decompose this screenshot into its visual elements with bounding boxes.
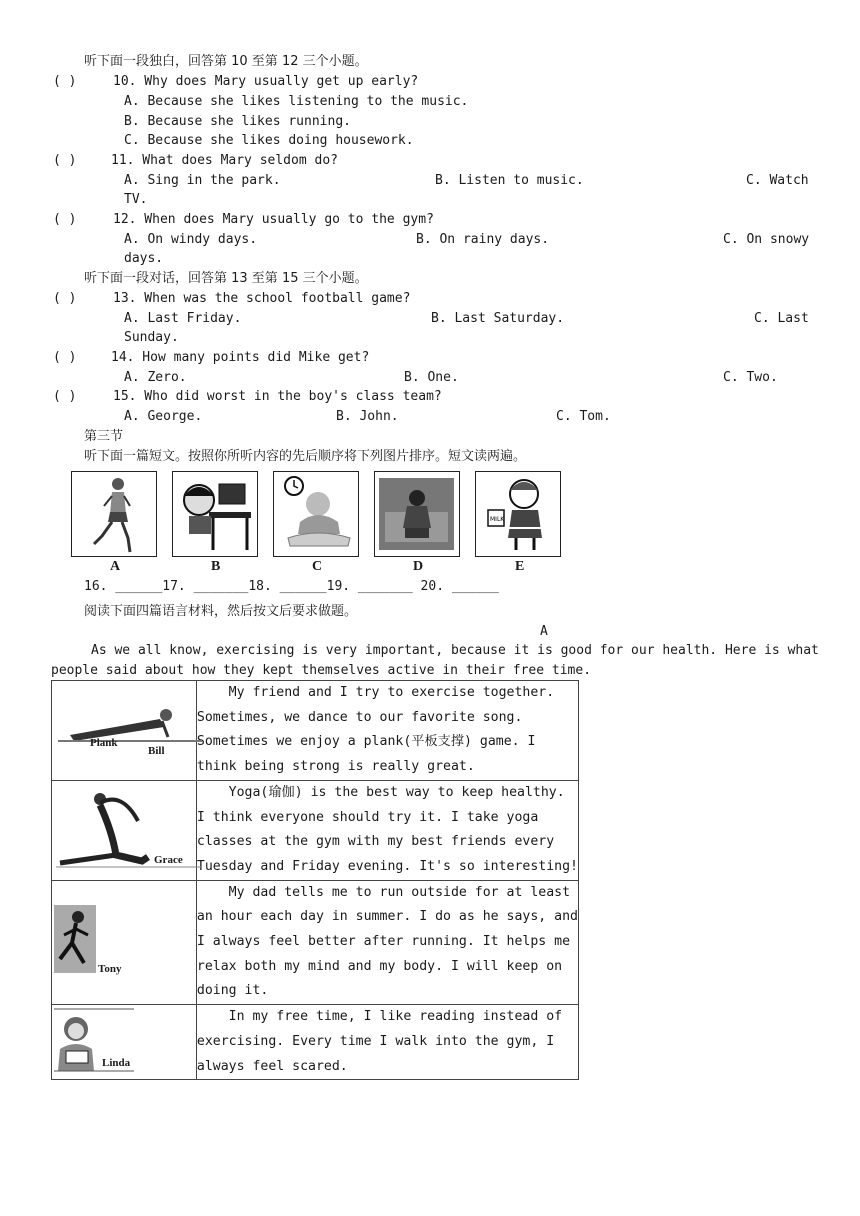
text-line: I always feel better after running. It helps me bbox=[196, 934, 571, 950]
tony-text bbox=[196, 880, 578, 1005]
option-c: C. Two. bbox=[723, 370, 778, 385]
picture-label-a: A bbox=[110, 559, 121, 574]
option-a: A. Zero. bbox=[124, 370, 187, 385]
question-stem: 15. Who did worst in the boy's class team? bbox=[113, 389, 442, 404]
picture-label-e: E bbox=[515, 559, 525, 574]
text-line: Sometimes we enjoy a plank(平板支撑) game. I bbox=[196, 734, 536, 750]
answer-bracket[interactable]: ( ) bbox=[53, 291, 77, 306]
picture-b-computer-boy bbox=[172, 471, 258, 557]
answer-bracket[interactable]: ( ) bbox=[53, 212, 77, 227]
option-a: A. Last Friday. bbox=[124, 311, 242, 326]
table-row-bill bbox=[52, 681, 579, 781]
option-c-wrap: Sunday. bbox=[124, 330, 179, 345]
reading-instruction: 阅读下面四篇语言材料，然后按文后要求做题。 bbox=[84, 604, 358, 619]
text-line: Sometimes, we dance to our favorite song. bbox=[196, 709, 523, 725]
picture-d-woman-on-sofa bbox=[374, 471, 460, 557]
option-b: B. Last Saturday. bbox=[431, 311, 565, 326]
linda-photo bbox=[52, 1005, 197, 1080]
option-a: A. George. bbox=[124, 409, 203, 424]
bill-text bbox=[196, 681, 578, 781]
person-name-bill: Bill bbox=[148, 745, 165, 757]
text-line: My friend and I try to exercise together. bbox=[196, 685, 555, 700]
question-stem: 10. Why does Mary usually get up early? bbox=[113, 74, 419, 89]
question-stem: 12. When does Mary usually go to the gym? bbox=[113, 212, 434, 227]
plank-label: Plank bbox=[90, 737, 118, 749]
option-c: C. Tom. bbox=[556, 409, 611, 424]
text-line: relax both my mind and my body. I will keep on bbox=[196, 958, 563, 974]
text-line: Tuesday and Friday evening. It's so interesting! bbox=[196, 858, 578, 874]
grace-photo bbox=[52, 780, 197, 880]
option-b: B. Because she likes running. bbox=[124, 114, 351, 129]
linda-text bbox=[196, 1005, 578, 1080]
answer-bracket[interactable]: ( ) bbox=[53, 153, 77, 168]
question-stem: 13. When was the school football game? bbox=[113, 291, 411, 306]
people-table bbox=[51, 680, 579, 1080]
option-c: C. Watch bbox=[746, 173, 809, 188]
person-name-linda: Linda bbox=[102, 1057, 131, 1070]
option-b: B. On rainy days. bbox=[416, 232, 550, 247]
answer-bracket[interactable]: ( ) bbox=[53, 350, 77, 365]
person-name-grace: Grace bbox=[154, 853, 183, 866]
question-stem: 14. How many points did Mike get? bbox=[111, 350, 370, 365]
answer-bracket[interactable]: ( ) bbox=[53, 74, 77, 89]
picture-e-girl-with-milk bbox=[475, 471, 561, 557]
option-b: B. One. bbox=[404, 370, 459, 385]
table-row-linda bbox=[52, 1005, 579, 1080]
section-instruction-monologue: 听下面一段独白，回答第 10 至第 12 三个小题。 bbox=[84, 54, 368, 69]
option-a: A. Because she likes listening to the music. bbox=[124, 94, 469, 109]
text-line: I think everyone should try it. I take yoga bbox=[196, 809, 539, 825]
section-instruction-dialogue: 听下面一段对话，回答第 13 至第 15 三个小题。 bbox=[84, 271, 368, 286]
table-row-tony bbox=[52, 880, 579, 1005]
text-line: Yoga(瑜伽) is the best way to keep healthy. bbox=[196, 784, 565, 800]
part-instruction: 听下面一篇短文。按照你所听内容的先后顺序将下列图片排序。短文读两遍。 bbox=[84, 449, 527, 464]
text-line: always feel scared. bbox=[196, 1058, 348, 1074]
bill-photo bbox=[52, 681, 197, 781]
text-line: In my free time, I like reading instead of bbox=[196, 1009, 563, 1025]
answer-blanks-16-20[interactable]: 16. ______17. _______18. ______19. _______ 20. ______ bbox=[84, 579, 499, 594]
tony-photo bbox=[52, 880, 197, 1005]
picture-label-c: C bbox=[312, 559, 323, 574]
table-row-grace bbox=[52, 780, 579, 880]
text-line: classes at the gym with my best friends every bbox=[196, 834, 555, 850]
picture-label-b: B bbox=[211, 559, 221, 574]
text-line: doing it. bbox=[196, 983, 269, 999]
text-line: exercising. Every time I walk into the gym, I bbox=[196, 1033, 555, 1049]
option-a: A. Sing in the park. bbox=[124, 173, 281, 188]
picture-a-running-girl bbox=[71, 471, 157, 557]
option-c-wrap: TV. bbox=[124, 192, 148, 207]
part-title: 第三节 bbox=[84, 429, 124, 444]
picture-label-d: D bbox=[413, 559, 424, 574]
option-c: C. Last bbox=[754, 311, 809, 326]
passage-intro-line: people said about how they kept themselves active in their free time. bbox=[51, 663, 592, 678]
answer-bracket[interactable]: ( ) bbox=[53, 389, 77, 404]
option-b: B. Listen to music. bbox=[435, 173, 584, 188]
question-stem: 11. What does Mary seldom do? bbox=[111, 153, 338, 168]
passage-letter: A bbox=[540, 624, 548, 639]
option-b: B. John. bbox=[336, 409, 399, 424]
person-name-tony: Tony bbox=[98, 962, 122, 975]
picture-c-sleeping-child-clock bbox=[273, 471, 359, 557]
text-line: My dad tells me to run outside for at least bbox=[196, 884, 571, 900]
option-c-wrap: days. bbox=[124, 251, 164, 266]
option-a: A. On windy days. bbox=[124, 232, 258, 247]
passage-intro-line: As we all know, exercising is very important, because it is good for our health. Here is what bbox=[91, 643, 819, 658]
text-line: think being strong is really great. bbox=[196, 759, 475, 775]
option-c: C. Because she likes doing housework. bbox=[124, 133, 414, 148]
text-line: an hour each day in summer. I do as he says, and bbox=[196, 909, 578, 925]
svg-text:MILK: MILK bbox=[490, 516, 505, 523]
option-c: C. On snowy bbox=[723, 232, 810, 247]
grace-text bbox=[196, 780, 578, 880]
